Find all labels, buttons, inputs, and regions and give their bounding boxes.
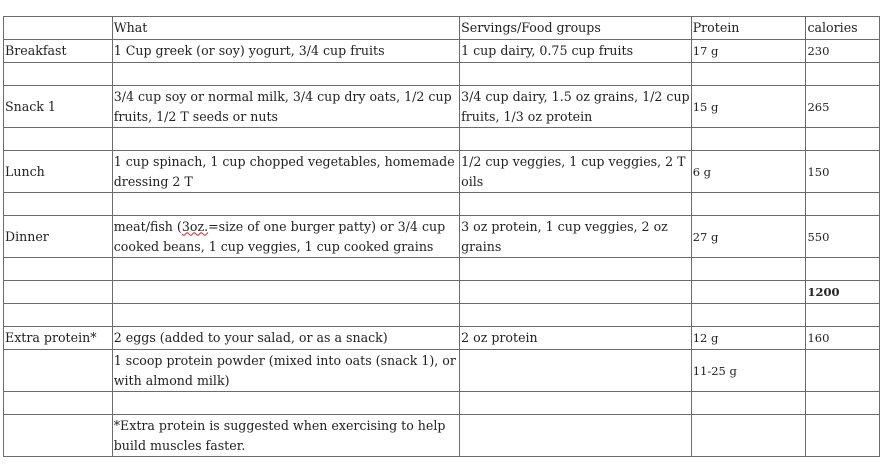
snack-label: Snack 1: [4, 86, 113, 128]
row-extra-protein: [4, 327, 880, 350]
total-calories: 1200: [806, 281, 880, 304]
extra2-protein: 11-25 g: [691, 350, 806, 392]
spacer-row: [4, 63, 880, 86]
breakfast-protein: 17 g: [691, 40, 806, 63]
breakfast-servings: 1 cup dairy, 0.75 cup fruits: [460, 40, 692, 63]
spacer-row: [4, 128, 880, 151]
snack-protein: 15 g: [691, 86, 806, 128]
row-protein-powder: [4, 350, 880, 392]
dinner-servings: 3 oz protein, 1 cup veggies, 2 oz grains: [460, 216, 692, 258]
note-text: *Extra protein is suggested when exercising to help build muscles faster.: [112, 415, 459, 457]
dinner-label: Dinner: [4, 216, 113, 258]
header-servings: Servings/Food groups: [460, 17, 692, 40]
extra-label: Extra protein*: [4, 327, 113, 350]
spacer-row: [4, 304, 880, 327]
dinner-what: meat/fish (3oz.=size of one burger patty) or 3/4 cup cooked beans, 1 cup veggies, 1 cup cooked grains: [112, 216, 459, 258]
breakfast-calories: 230: [806, 40, 880, 63]
spacer-row: [4, 258, 880, 281]
row-dinner: [4, 216, 880, 258]
spacer-row: [4, 392, 880, 415]
header-col1: [4, 17, 113, 40]
extra1-calories: 160: [806, 327, 880, 350]
extra1-protein: 12 g: [691, 327, 806, 350]
header-what: What: [112, 17, 459, 40]
row-lunch: [4, 151, 880, 193]
header-calories: calories: [806, 17, 880, 40]
snack-servings: 3/4 cup dairy, 1.5 oz grains, 1/2 cup fruits, 1/3 oz protein: [460, 86, 692, 128]
lunch-protein: 6 g: [691, 151, 806, 193]
extra1-servings: 2 oz protein: [460, 327, 692, 350]
lunch-calories: 150: [806, 151, 880, 193]
dinner-calories: 550: [806, 216, 880, 258]
breakfast-label: Breakfast: [4, 40, 113, 63]
snack-calories: 265: [806, 86, 880, 128]
extra1-what: 2 eggs (added to your salad, or as a snack): [112, 327, 459, 350]
snack-what: 3/4 cup soy or normal milk, 3/4 cup dry oats, 1/2 cup fruits, 1/2 T seeds or nuts: [112, 86, 459, 128]
spacer-row: [4, 193, 880, 216]
lunch-what: 1 cup spinach, 1 cup chopped vegetables, homemade dressing 2 T: [112, 151, 459, 193]
lunch-servings: 1/2 cup veggies, 1 cup veggies, 2 T oils: [460, 151, 692, 193]
row-total: [4, 281, 880, 304]
spellcheck-underline: 3oz.: [181, 218, 209, 234]
row-note: [4, 415, 880, 457]
meal-plan-table: [3, 16, 880, 457]
breakfast-what: 1 Cup greek (or soy) yogurt, 3/4 cup fruits: [112, 40, 459, 63]
row-breakfast: [4, 40, 880, 63]
row-snack: [4, 86, 880, 128]
lunch-label: Lunch: [4, 151, 113, 193]
header-row: [4, 17, 880, 40]
header-protein: Protein: [691, 17, 806, 40]
extra2-what: 1 scoop protein powder (mixed into oats (snack 1), or with almond milk): [112, 350, 459, 392]
dinner-protein: 27 g: [691, 216, 806, 258]
